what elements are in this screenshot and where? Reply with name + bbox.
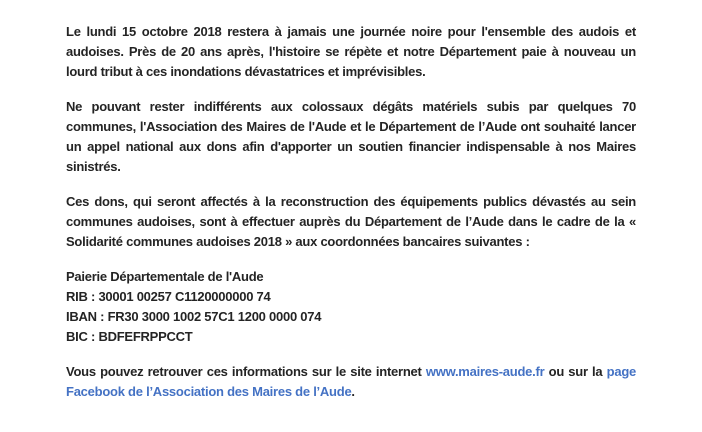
bank-details bbox=[66, 267, 636, 347]
paragraph-donations: Ces dons, qui seront affectés à la reconstruction des équipements publics dévastés au sein communes audoises, sont à effectuer auprès du Département de l’Aude dans le cadre de la « Solidarité communes audoises 2018 » aux coordonnées bancaires suivantes : bbox=[66, 194, 636, 249]
website-link[interactable]: www.maires-aude.fr bbox=[425, 364, 545, 379]
paragraph-appeal: Ne pouvant rester indifférents aux colossaux dégâts matériels subis par quelques 70 communes, l'Association des Maires de l'Aude et le Département de l’Aude ont souhaité lancer un appel national aux dons afin d'apporter un soutien financier indispensable à nos Maires sinistrés. bbox=[66, 99, 636, 174]
paragraph-intro: Le lundi 15 octobre 2018 restera à jamais une journée noire pour l'ensemble des audois et audoises. Près de 20 ans après, l'histoire se répète et notre Département paie à nouveau un lourd tribut à ces inondations dévastatrices et imprévisibles. bbox=[66, 24, 636, 79]
bank-bic-line: BIC : BDFEFRPPCCT bbox=[66, 329, 193, 344]
facebook-page-link[interactable]: page Facebook de l’Association des Maires de l’Aude bbox=[66, 364, 636, 399]
footer-text-between: ou sur la bbox=[544, 364, 607, 379]
footer-text-after: . bbox=[351, 384, 355, 399]
bank-rib-line: RIB : 30001 00257 C1120000000 74 bbox=[66, 289, 271, 304]
footer-text-before-website: Vous pouvez retrouver ces informations sur le site internet bbox=[66, 364, 426, 379]
bank-payee-line: Paierie Départementale de l'Aude bbox=[66, 269, 264, 284]
bank-iban-line: IBAN : FR30 3000 1002 57C1 1200 0000 074 bbox=[66, 309, 322, 324]
footer-paragraph bbox=[66, 362, 636, 402]
